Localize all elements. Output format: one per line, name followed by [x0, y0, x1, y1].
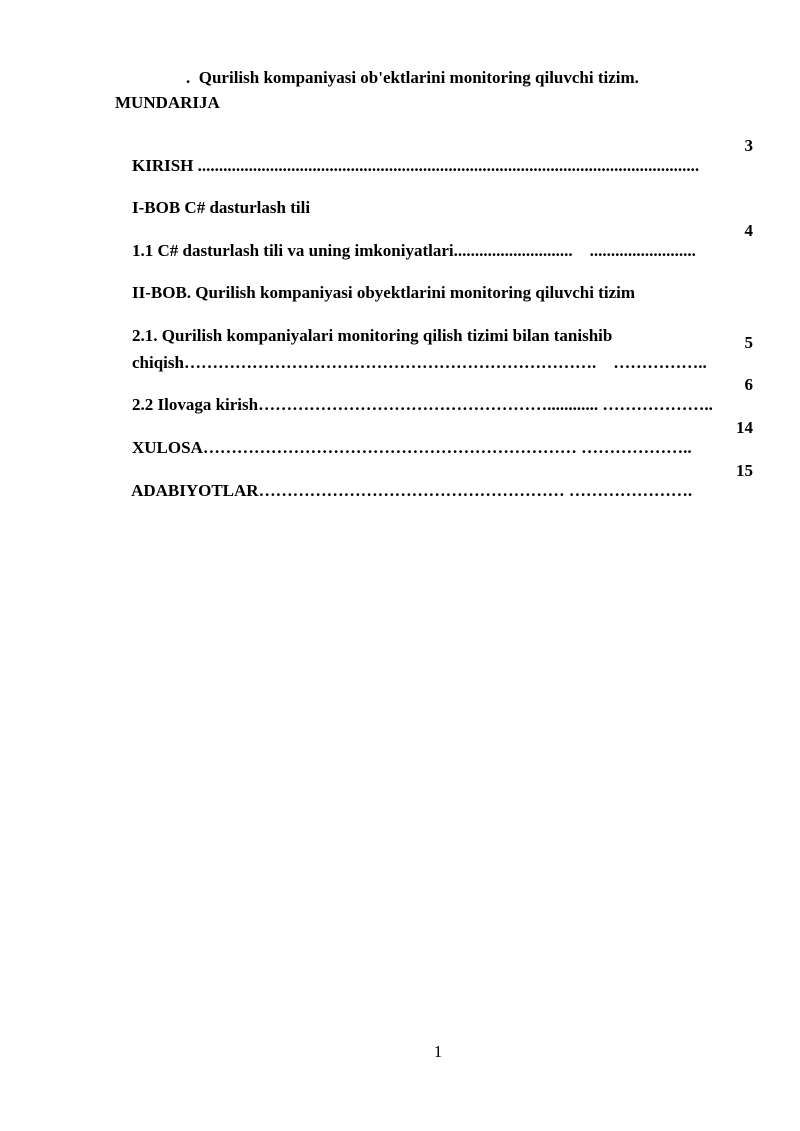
page-number: 1	[433, 1042, 443, 1061]
toc-entry-text: II-BOB. Qurilish kompaniyasi obyektlarini monitoring qiluvchi tizim	[132, 283, 635, 302]
toc-entry-text: XULOSA………………………………………………………… ………………..	[132, 438, 692, 457]
toc-entry-text: chiqish………………………………………………………………. ……………..	[132, 353, 707, 372]
toc-entry-page: 14	[736, 418, 753, 437]
toc-entry-adabiyotlar	[115, 461, 753, 541]
toc-entry-text: ADABIYOTLAR……………………………………………… ………………….	[131, 481, 693, 500]
toc-entry-text: I-BOB C# dasturlash tili	[132, 198, 311, 217]
toc-heading: MUNDARIJA	[115, 93, 220, 112]
toc-entry-text: 2.1. Qurilish kompaniyalari monitoring qilish tizimi bilan tanishib	[132, 326, 613, 345]
toc-entry-page: 15	[736, 461, 753, 480]
toc-entry-page: 3	[744, 136, 753, 155]
toc-entry-text: KIRISH ......................................................................................................................	[132, 156, 700, 175]
toc-entry-page: 6	[744, 375, 753, 394]
document-title: . Qurilish kompaniyasi ob'ektlarini monitoring qiluvchi tizim.	[186, 68, 639, 87]
toc-entry-page: 5	[740, 333, 753, 352]
toc-entry-page: 4	[744, 221, 753, 240]
toc-entry-text: 1.1 C# dasturlash tili va uning imkoniyatlari............................ .........................	[132, 241, 696, 260]
toc-entry-text: 2.2 Ilovaga kirish……………………………………………............ ………………..	[132, 395, 713, 414]
